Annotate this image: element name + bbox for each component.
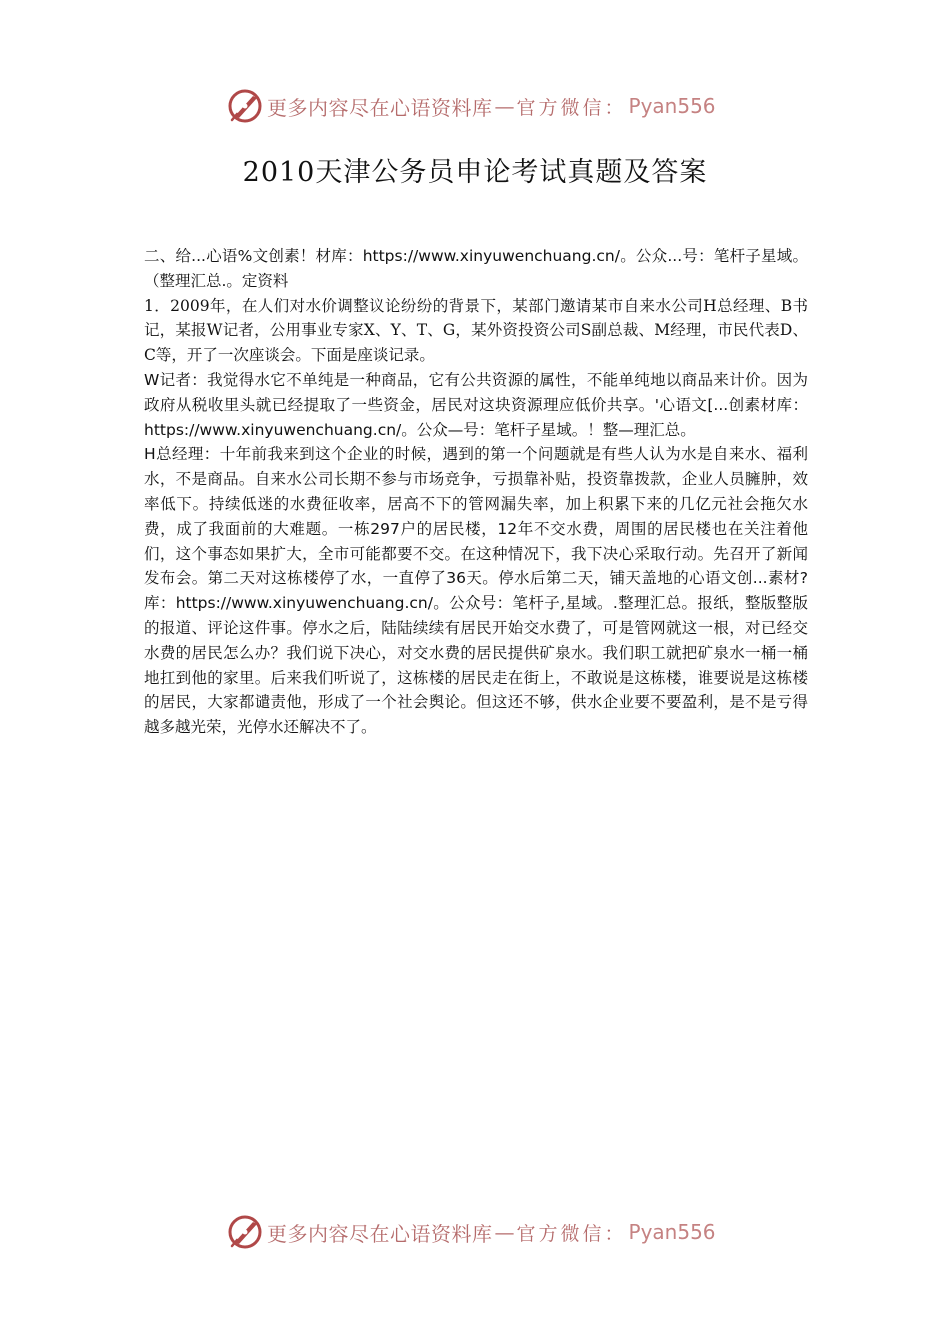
banner-wechat-label: 官方微信： — [516, 96, 627, 119]
paragraph-w-reporter: W记者：我觉得水它不单纯是一种商品，它有公共资源的属性，不能单纯地以商品来计价。因为政府从税收里头就已经提取了一些资金，居民对这块资源理应低价共享。'心语文[...创素材库：https://www.xinyuwenchuang.cn/。公众—号：笔杆子星域。！整—理汇总。 — [144, 370, 808, 439]
banner-wechat-id: Pyan556 — [628, 1220, 716, 1244]
quill-logo-icon — [227, 1214, 263, 1250]
banner-slogan: 更多内容尽在心语资料库 — [267, 95, 493, 120]
document-body — [144, 244, 808, 740]
banner-slogan: 更多内容尽在心语资料库 — [267, 1221, 493, 1246]
document-title: 2010天津公务员申论考试真题及答案 — [242, 157, 708, 188]
header-banner — [0, 82, 950, 130]
header-banner-inner — [227, 82, 716, 130]
footer-banner-inner — [227, 1208, 716, 1256]
paragraph-intro: 二、给...心语%文创素！材库：https://www.xinyuwenchuang.cn/。公众...号：笔杆子星域。（整理汇总.。定资料 — [144, 247, 808, 290]
quill-logo-icon — [227, 88, 263, 124]
paragraph-h-manager: H总经理：十年前我来到这个企业的时候，遇到的第一个问题就是有些人认为水是自来水、福利水，不是商品。自来水公司长期不参与市场竞争，亏损靠补贴，投资靠拨款，企业人员臃肿，效率低下。持续低迷的水费征收率，居高不下的管网漏失率，加上积累下来的几亿元社会拖欠水费，成了我面前的大难题。一栋297户的居民楼，12年不交水费，周围的居民楼也在关注着他们，这个事态如果扩大，全市可能都要不交。在这种情况下，我下决心采取行动。先召开了新闻发布会。第二天对这栋楼停了水，一直停了36天。停水后第二天，铺天盖地的心语文创...素材?库：https://www.xinyuwenchuang.cn/。公众号：笔杆子,星域。.整理汇总。报纸，整版整版的报道、评论这件事。停水之后，陆陆续续有居民开始交水费了，可是管网就这一根，对已经交水费的居民怎么办？我们说下决心，对交水费的居民提供矿泉水。我们职工就把矿泉水一桶一桶地扛到他的家里。后来我们听说了，这栋楼的居民走在街上，不敢说是这栋楼，谁要说是这栋楼的居民，大家都谴责他，形成了一个社会舆论。但这还不够，供水企业要不要盈利，是不是亏得越多越光荣，光停水还解决不了。 — [144, 445, 808, 737]
paragraph-question-1: 1．2009年，在人们对水价调整议论纷纷的背景下，某部门邀请某市自来水公司H总经理、B书记，某报W记者，公用事业专家X、Y、T、G，某外资投资公司S副总裁、M经理，市民代表D、C等，开了一次座谈会。下面是座谈记录。 — [144, 296, 808, 365]
footer-banner — [0, 1208, 950, 1256]
banner-wechat-label: 官方微信： — [516, 1222, 627, 1245]
banner-wechat-id: Pyan556 — [628, 94, 716, 118]
banner-dash: — — [494, 1220, 515, 1244]
banner-dash: — — [494, 94, 515, 118]
